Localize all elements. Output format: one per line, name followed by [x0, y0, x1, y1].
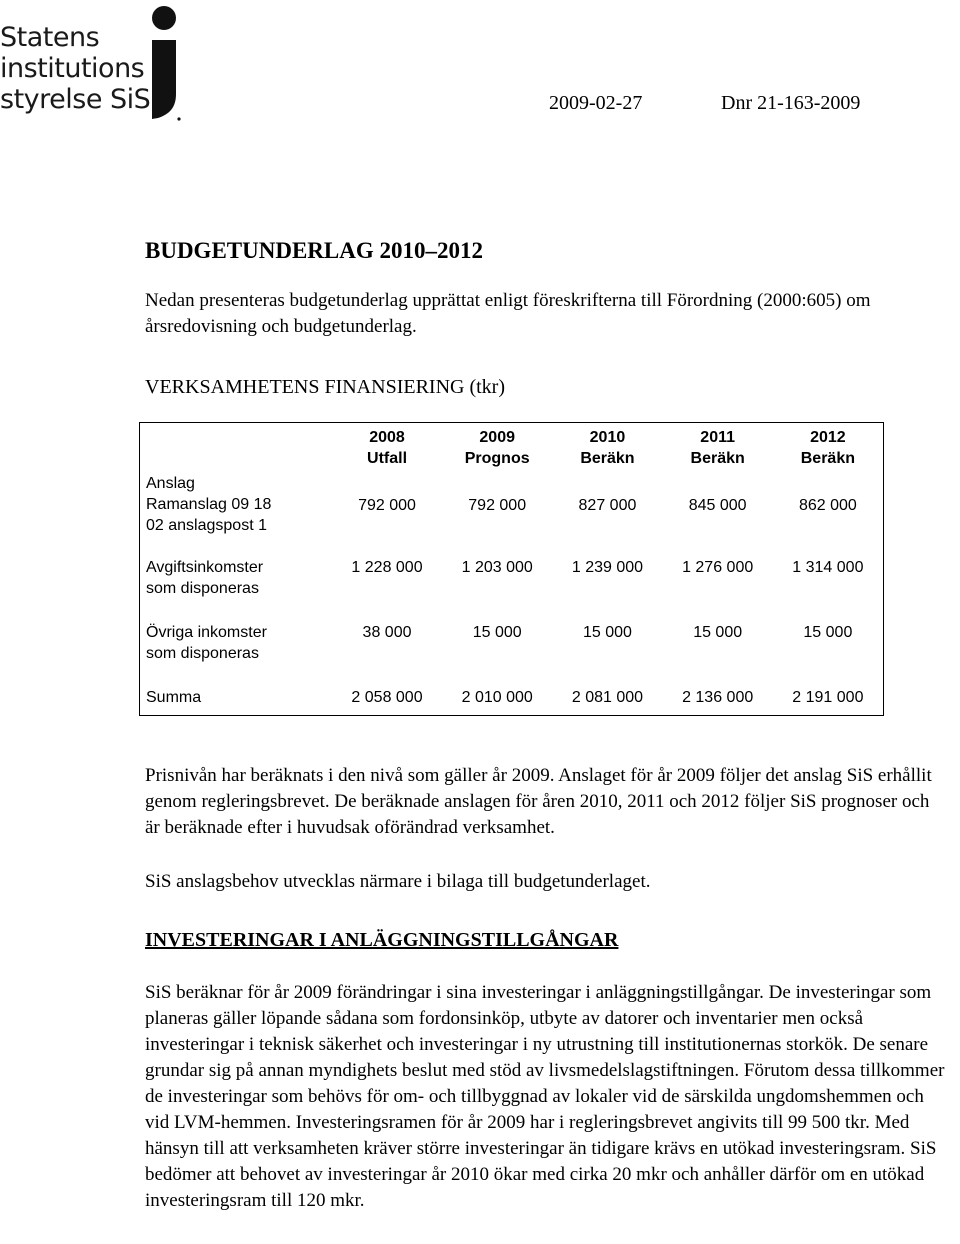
table-cell: 2 058 000	[351, 689, 423, 706]
row-label: Avgiftsinkomster som disponeras	[146, 559, 264, 597]
table-cell: 1 314 000	[792, 559, 864, 576]
price-level-paragraph: Prisnivån har beräknats i den nivå som gäller år 2009. Anslaget för år 2009 följer det anslag SiS erhållit genom regleringsbrevet. De beräknade anslagen för åren 2010, 2011 och 2012 följer SiS prognoser och är beräknade efter i huvudsak oförändrad verksamhet.	[145, 765, 932, 838]
page-title: BUDGETUNDERLAG 2010–2012	[145, 238, 484, 263]
table-cell: 1 203 000	[461, 559, 533, 576]
table-cell: 2 010 000	[461, 689, 533, 706]
table-cell: 15 000	[472, 624, 522, 641]
table-cell: 15 000	[693, 624, 743, 641]
investments-paragraph: SiS beräknar för år 2009 förändringar i sina investeringar i anläggningstillgångar. De investeringar som planeras gäller löpande sådana som fordonsinköp, utbyte av datorer och inventarier men också investeringar i teknisk säkerhet och investeringar i ny utrustning till institutionernas storkök. De senare grundar sig på annan myndighets beslut med stöd av livsmedelslagstiftningen. Förutom dessa tillkommer de investeringar som behövs för om- och tillbyggnad av lokaler vid de särskilda ungdomshemmen och vid LVM-hemmen. Investeringsramen för år 2009 har i regleringsbrevet angivits till 99 500 tkr. Med hänsyn till att verksamheten kräver större investeringar än tidigare krävs en utökad investeringsram. SiS bedömer att behovet av investeringar år 2010 ökar med cirka 20 mkr och anhåller därför om en utökad investeringsram till 120 mkr.	[145, 982, 945, 1211]
table-cell: 15 000	[582, 624, 632, 641]
table-row	[140, 622, 884, 687]
table-cell: 2 081 000	[571, 689, 644, 706]
column-header: 2011 Beräkn	[690, 429, 745, 467]
header-empty-cell	[140, 423, 333, 474]
column-header: 2012 Beräkn	[800, 429, 855, 467]
column-header: 2009 Prognos	[464, 429, 530, 467]
document-date: 2009-02-27	[549, 92, 643, 114]
table-cell: 845 000	[688, 497, 747, 514]
document-reference: Dnr 21-163-2009	[721, 92, 861, 114]
table-cell: 1 276 000	[682, 559, 754, 576]
table-cell: 38 000	[362, 624, 412, 641]
needs-paragraph: SiS anslagsbehov utvecklas närmare i bilaga till budgetunderlaget.	[145, 871, 651, 892]
table-cell: 827 000	[578, 497, 637, 514]
table-cell: 862 000	[798, 497, 857, 514]
table-cell: 2 136 000	[682, 689, 754, 706]
table-cell: 2 191 000	[792, 689, 864, 706]
logo-i-mark-icon	[146, 2, 186, 122]
table-header-row	[140, 423, 884, 474]
financing-table	[139, 422, 884, 716]
intro-paragraph: Nedan presenteras budgetunderlag upprättat enligt föreskrifterna till Förordning (2000:605) om årsredovisning och budgetunderlag.	[145, 290, 871, 337]
financing-heading: VERKSAMHETENS FINANSIERING (tkr)	[145, 376, 505, 398]
investments-heading: INVESTERINGAR I ANLÄGGNINGSTILLGÅNGAR	[145, 929, 619, 951]
row-label: Övriga inkomster som disponeras	[146, 624, 267, 662]
table-cell: 792 000	[468, 497, 527, 514]
row-label: Summa	[146, 689, 202, 706]
table-cell: 792 000	[358, 497, 416, 514]
sis-logo	[0, 0, 200, 125]
table-cell: 15 000	[803, 624, 853, 641]
row-label: Anslag Ramanslag 09 18 02 anslagspost 1	[146, 475, 272, 534]
table-cell: 1 228 000	[351, 559, 423, 576]
table-row	[140, 557, 884, 622]
table-row-total	[140, 687, 884, 716]
column-header: 2010 Beräkn	[580, 429, 635, 467]
table-cell: 1 239 000	[571, 559, 644, 576]
column-header: 2008 Utfall	[367, 429, 408, 467]
table-row	[140, 473, 884, 557]
logo-text: Statens institutions styrelse SiS	[0, 22, 151, 115]
